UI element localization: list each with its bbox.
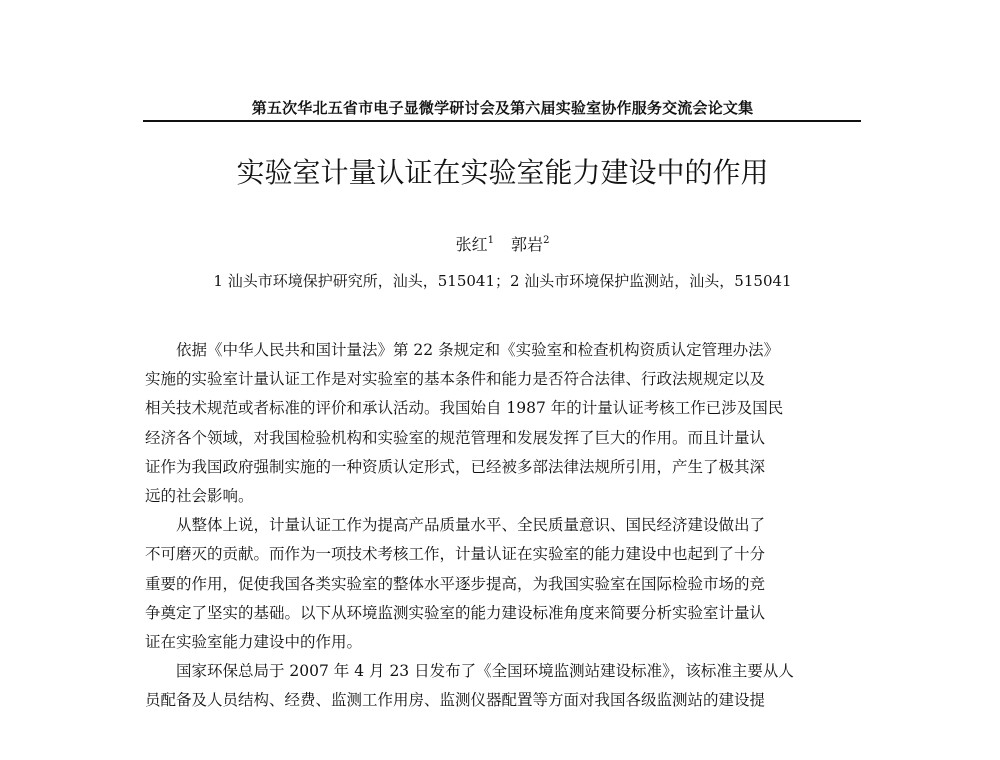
paragraph-3 — [145, 657, 863, 715]
paragraph-line: 实施的实验室计量认证工作是对实验室的基本条件和能力是否符合法律、行政法规规定以及 — [145, 370, 766, 389]
author-list — [145, 234, 860, 256]
paragraph-line: 员配备及人员结构、经费、监测工作用房、监测仪器配置等方面对我国各级监测站的建设提 — [145, 691, 766, 710]
author-1-name: 张红 — [455, 235, 488, 254]
paragraph-1 — [145, 336, 863, 511]
author-2-name: 郭岩 — [511, 235, 544, 254]
paragraph-line: 从整体上说，计量认证工作为提高产品质量水平、全民质量意识、国民经济建设做出了 — [176, 516, 766, 535]
paragraph-line: 依据《中华人民共和国计量法》第 22 条规定和《实验室和检查机构资质认定管理办法》 — [176, 341, 780, 359]
author-1-affiliation-mark: 1 — [487, 235, 494, 246]
running-header: 第五次华北五省市电子显微学研讨会及第六届实验室协作服务交流会论文集 — [251, 99, 754, 117]
paragraph-line: 经济各个领域，对我国检验机构和实验室的规范管理和发展发挥了巨大的作用。而且计量认 — [145, 428, 766, 447]
header-rule — [143, 120, 861, 122]
paragraph-line: 争奠定了坚实的基础。以下从环境监测实验室的能力建设标准角度来简要分析实验室计量认 — [145, 603, 766, 622]
paper-title: 实验室计量认证在实验室能力建设中的作用 — [236, 156, 769, 189]
author-2 — [511, 235, 549, 254]
paragraph-line: 证作为我国政府强制实施的一种资质认定形式，已经被多部法律法规所引用，产生了极其深 — [145, 457, 766, 476]
paragraph-line: 远的社会影响。 — [145, 486, 254, 505]
paragraph-line: 相关技术规范或者标准的评价和承认活动。我国始自 1987 年的计量认证考核工作已涉及国民 — [145, 399, 784, 418]
paragraph-line: 重要的作用，促使我国各类实验室的整体水平逐步提高，为我国实验室在国际检验市场的竞 — [145, 574, 766, 593]
paragraph-line: 国家环保总局于 2007 年 4 月 23 日发布了《全国环境监测站建设标准》，该标准主要从人 — [176, 662, 794, 681]
author-1 — [456, 235, 494, 254]
paragraph-line: 不可磨灭的贡献。而作为一项技术考核工作，计量认证在实验室的能力建设中也起到了十分 — [145, 545, 766, 564]
affiliations: 1 汕头市环境保护研究所，汕头，515041；2 汕头市环境保护监测站，汕头，515041 — [213, 272, 792, 290]
author-2-affiliation-mark: 2 — [543, 235, 550, 246]
paragraph-line: 证在实验室能力建设中的作用。 — [145, 632, 363, 651]
paragraph-2 — [145, 511, 863, 657]
body-text — [145, 336, 863, 715]
